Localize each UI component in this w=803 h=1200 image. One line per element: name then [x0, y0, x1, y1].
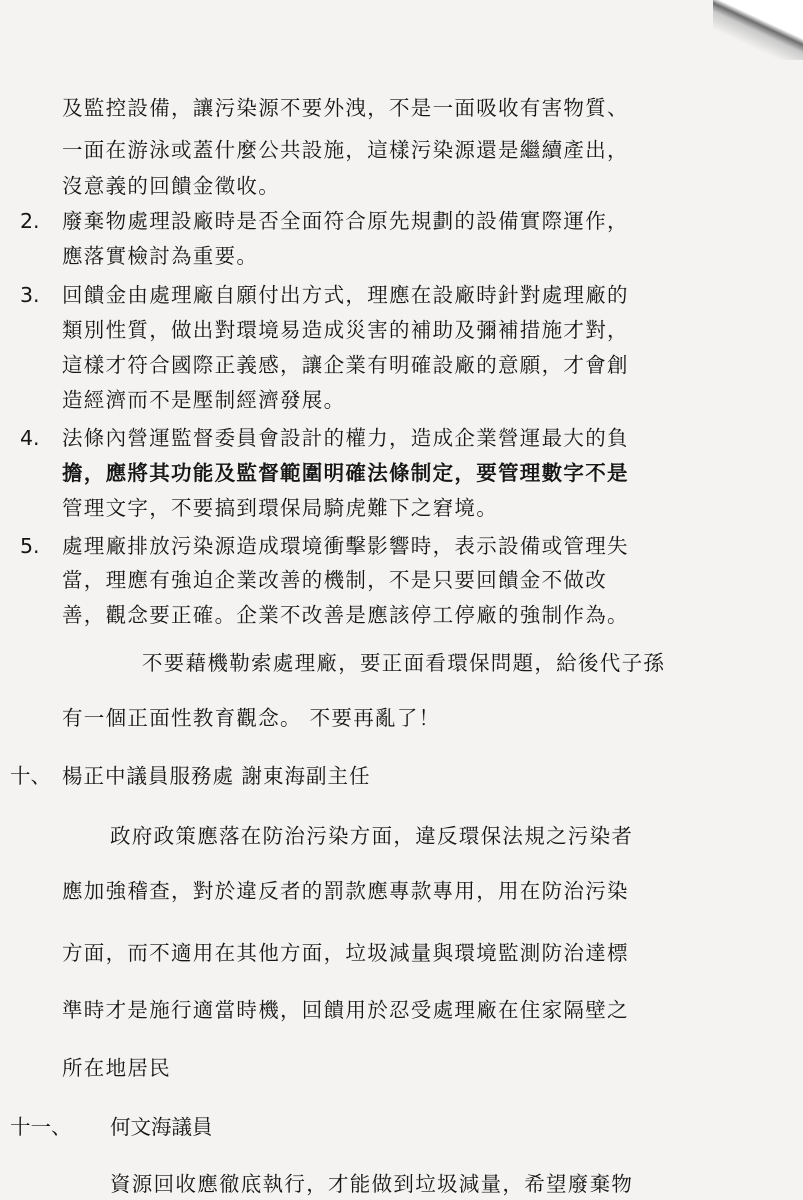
item-number: 4.	[20, 426, 40, 450]
text-line: 不要藉機勒索處理廠，要正面看環保問題，給後代子孫	[142, 651, 666, 675]
text-line: 資源回收應徹底執行，才能做到垃圾減量，希望廢棄物	[110, 1172, 634, 1196]
item-number: 2.	[20, 209, 40, 233]
text-line: 當，理應有強迫企業改善的機制，不是只要回饋金不做改	[62, 568, 607, 592]
item-number: 5.	[20, 534, 40, 558]
text-line: 法條內營運監督委員會設計的權力，造成企業營運最大的負	[62, 426, 629, 450]
text-line: 廢棄物處理設廠時是否全面符合原先規劃的設備實際運作，	[62, 209, 629, 233]
text-line: 政府政策應落在防治污染方面，違反環保法規之污染者	[110, 824, 634, 848]
text-line: 這樣才符合國際正義感，讓企業有明確設廠的意願，才會創	[62, 353, 629, 377]
text-line: 一面在游泳或蓋什麼公共設施，這樣污染源還是繼續產出，	[62, 138, 629, 162]
text-line: 造經濟而不是壓制經濟發展。	[62, 388, 346, 412]
section-title: 楊正中議員服務處 謝東海副主任	[62, 764, 371, 788]
text-line: 類別性質，做出對環境易造成災害的補助及彌補措施才對，	[62, 318, 629, 342]
section-title: 何文海議員	[110, 1115, 213, 1139]
text-line: 沒意義的回饋金徵收。	[62, 174, 280, 198]
section-number: 十、	[10, 764, 51, 788]
section-number: 十一、	[10, 1115, 72, 1139]
text-line: 擔，應將其功能及監督範圍明確法條制定，要管理數字不是	[62, 461, 629, 485]
text-line: 善，觀念要正確。企業不改善是應該停工停廠的強制作為。	[62, 603, 629, 627]
text-line: 回饋金由處理廠自願付出方式，理應在設廠時針對處理廠的	[62, 283, 629, 307]
text-line: 方面，而不適用在其他方面，垃圾減量與環境監測防治達標	[62, 941, 629, 965]
text-line: 應落實檢討為重要。	[62, 244, 259, 268]
item-number: 3.	[20, 283, 40, 307]
text-line: 及監控設備，讓污染源不要外洩，不是一面吸收有害物質、	[62, 96, 629, 120]
text-line: 所在地居民	[62, 1056, 171, 1080]
text-line: 處理廠排放污染源造成環境衝擊影響時，表示設備或管理失	[62, 534, 629, 558]
page-curl	[713, 0, 803, 60]
text-line: 應加強稽查，對於違反者的罰款應專款專用，用在防治污染	[62, 879, 629, 903]
text-line: 管理文字，不要搞到環保局騎虎難下之窘境。	[62, 496, 498, 520]
text-line: 有一個正面性教育觀念。 不要再亂了！	[62, 706, 441, 730]
text-line: 準時才是施行適當時機，回饋用於忍受處理廠在住家隔壁之	[62, 998, 629, 1022]
